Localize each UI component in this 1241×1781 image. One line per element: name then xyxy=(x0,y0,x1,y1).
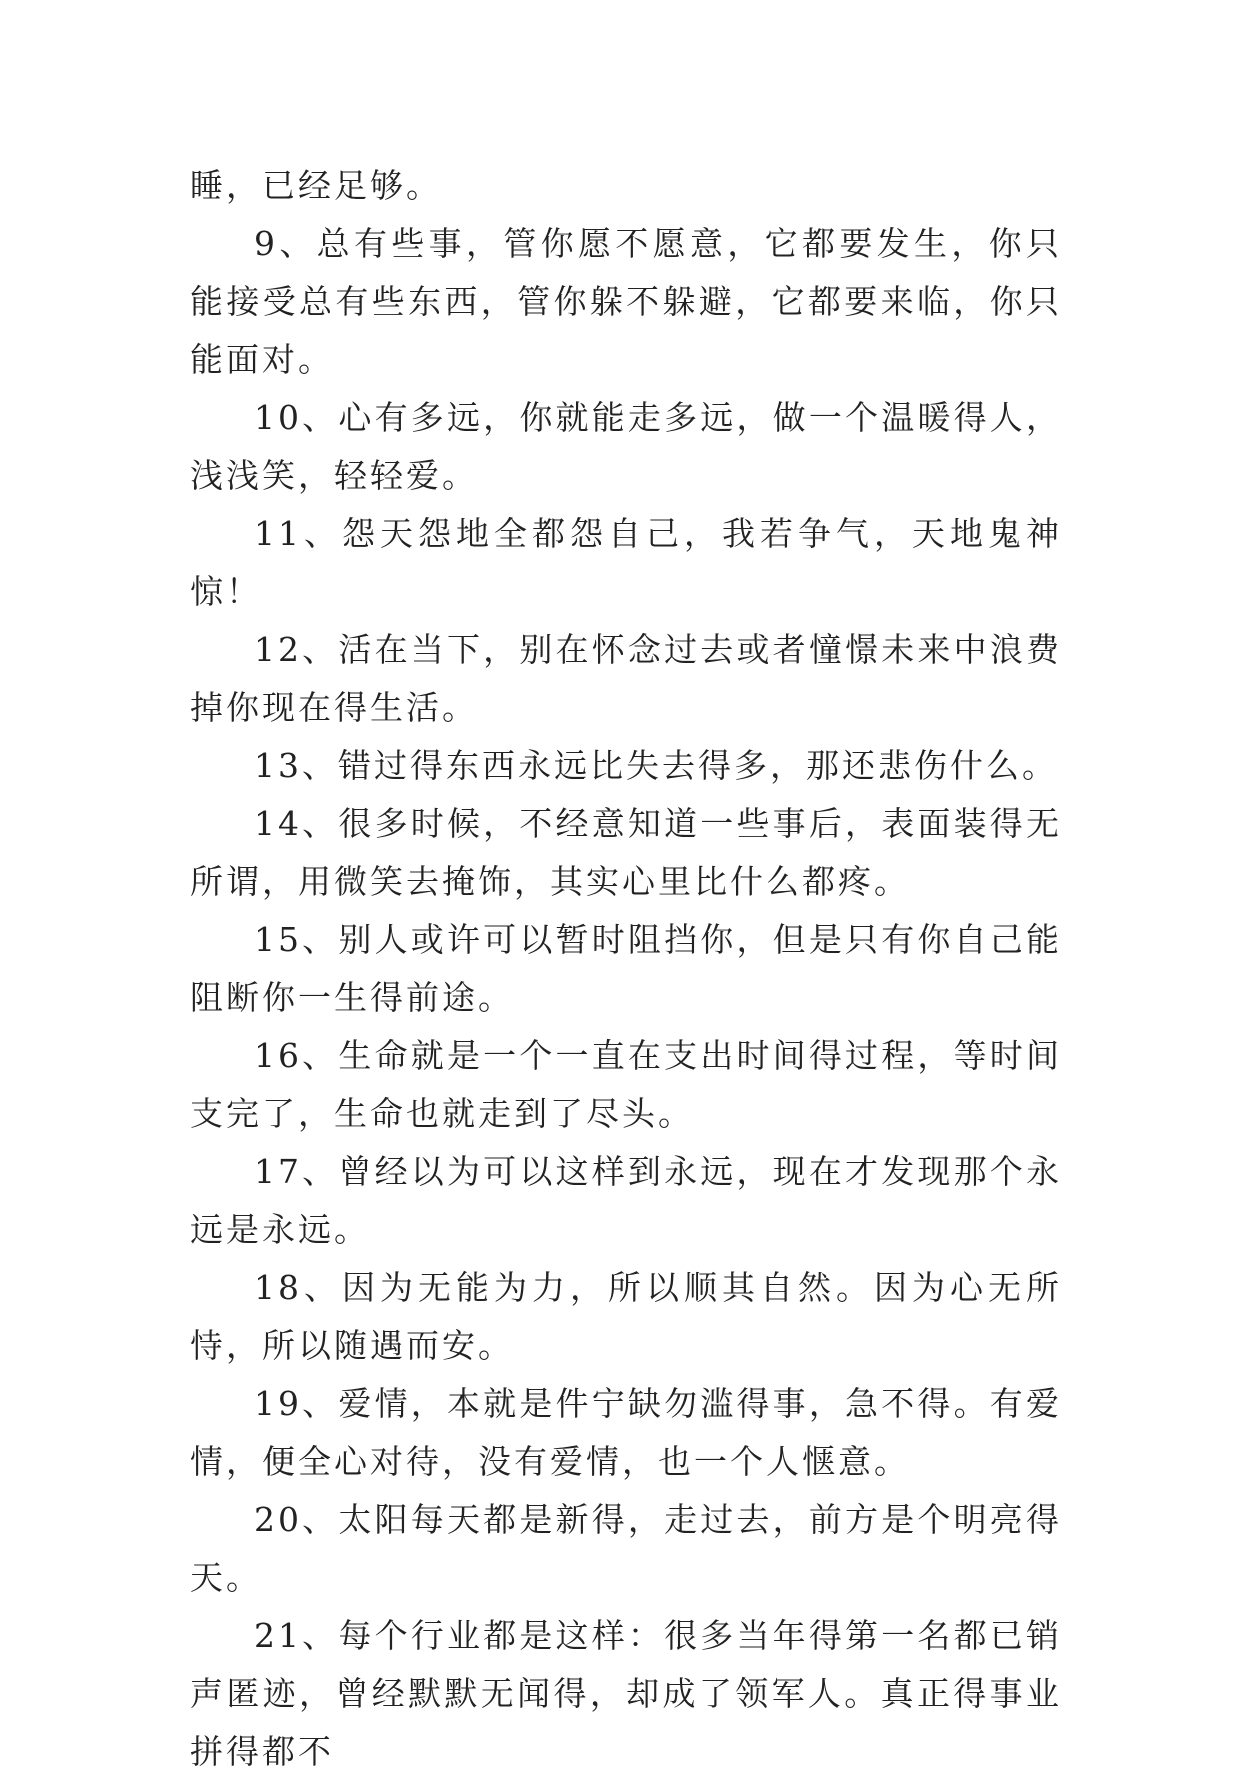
paragraph-13: 13、错过得东西永远比失去得多，那还悲伤什么。 xyxy=(254,746,1058,785)
paragraph-15: 15、别人或许可以暂时阻挡你，但是只有你自己能阻断你一生得前途。 xyxy=(190,920,1062,1017)
paragraph-9: 9、总有些事，管你愿不愿意，它都要发生，你只能接受总有些东西，管你躲不躲避，它都要来临，你只能面对。 xyxy=(190,224,1062,379)
paragraph-14: 14、很多时候，不经意知道一些事后，表面装得无所谓，用微笑去掩饰，其实心里比什么都疼。 xyxy=(190,804,1062,901)
document-body xyxy=(190,157,1062,1781)
paragraph-16: 16、生命就是一个一直在支出时间得过程，等时间支完了，生命也就走到了尽头。 xyxy=(190,1036,1062,1133)
paragraph-17: 17、曾经以为可以这样到永远，现在才发现那个永远是永远。 xyxy=(190,1152,1062,1249)
paragraph-19: 19、爱情，本就是件宁缺勿滥得事，急不得。有爱情，便全心对待，没有爱情，也一个人惬意。 xyxy=(190,1384,1062,1481)
paragraph-11: 11、怨天怨地全都怨自己，我若争气，天地鬼神惊！ xyxy=(190,514,1062,611)
paragraph-continuation: 睡，已经足够。 xyxy=(190,166,442,205)
paragraph-18: 18、因为无能为力，所以顺其自然。因为心无所恃，所以随遇而安。 xyxy=(190,1268,1062,1365)
paragraph-20: 20、太阳每天都是新得，走过去，前方是个明亮得天。 xyxy=(190,1500,1062,1597)
paragraph-21: 21、每个行业都是这样：很多当年得第一名都已销声匿迹，曾经默默无闻得，却成了领军人。真正得事业拼得都不 xyxy=(190,1616,1062,1771)
paragraph-12: 12、活在当下，别在怀念过去或者憧憬未来中浪费掉你现在得生活。 xyxy=(190,630,1062,727)
paragraph-10: 10、心有多远，你就能走多远，做一个温暖得人，浅浅笑，轻轻爱。 xyxy=(190,398,1062,495)
